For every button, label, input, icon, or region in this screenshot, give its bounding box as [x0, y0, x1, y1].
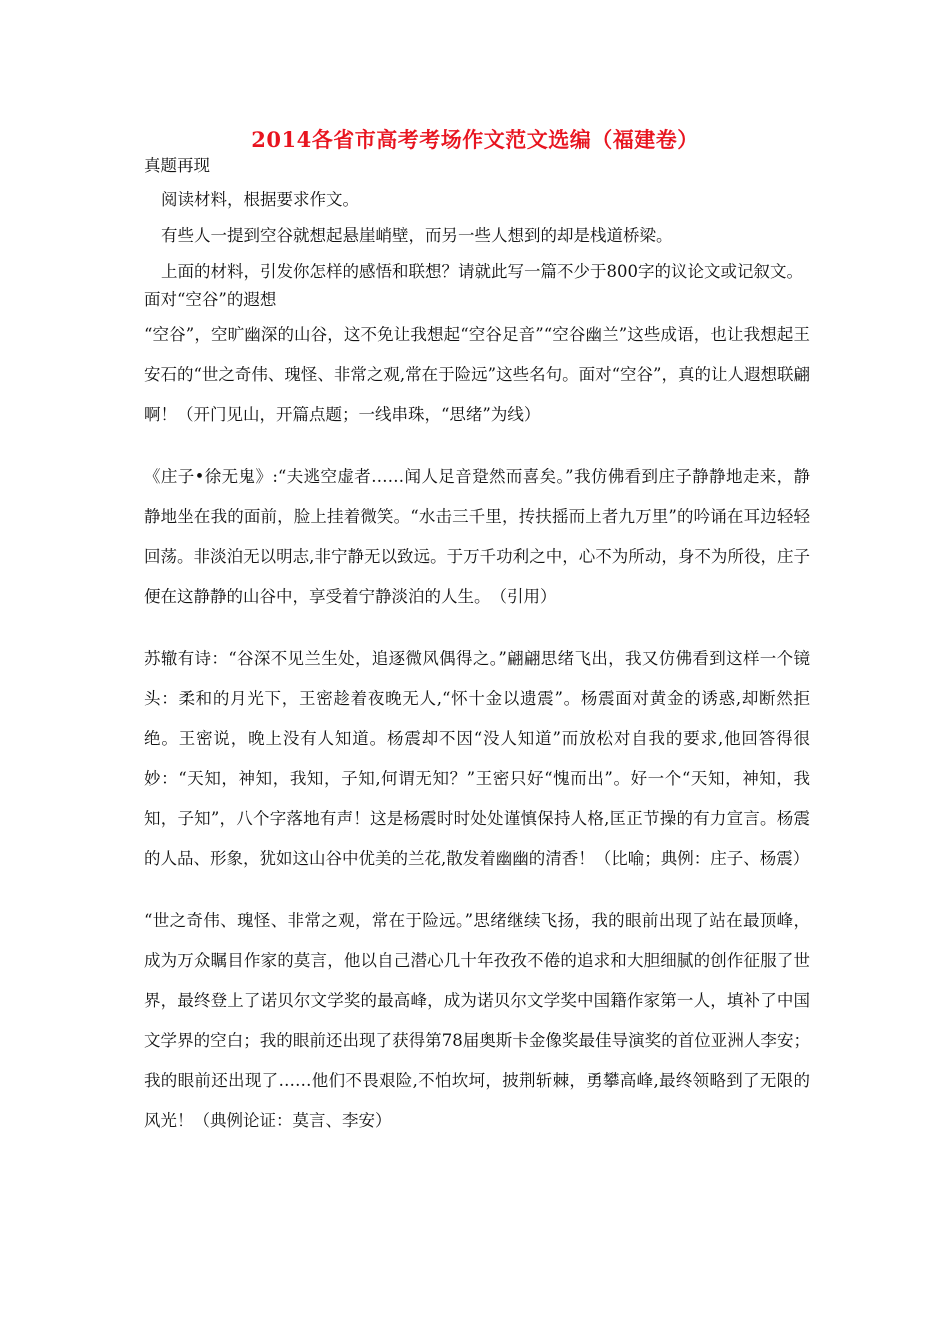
instruction-text: 阅读材料，根据要求作文。 — [161, 190, 359, 209]
requirement-text: 上面的材料，引发你怎样的感悟和联想？请就此写一篇不少于800字的议论文或记叙文。 — [161, 262, 803, 281]
essay-paragraph: 苏辙有诗：“谷深不见兰生处，追逐微风偶得之。”翩翩思绪飞出，我又仿佛看到这样一个镜头：柔和的月光下，王密趁着夜晚无人,“怀十金以遗震”。杨震面对黄金的诱惑,却断然拒绝。王密说，晚上没有人知道。杨震却不因“没人知道”而放松对自我的要求,他回答得很妙：“天知，神知，我知，子知,何谓无知？”王密只好“愧而出”。好一个“天知，神知，我知，子知”，八个字落地有声！这是杨震时时处处谨慎保持人格,匡正节操的有力宣言。杨震的人品、形象，犹如这山谷中优美的兰花,散发着幽幽的清香！（比喻；典例：庄子、杨震） — [144, 649, 810, 868]
essay-paragraph: “世之奇伟、瑰怪、非常之观，常在于险远。”思绪继续飞扬，我的眼前出现了站在最顶峰，成为万众瞩目作家的莫言，他以自己潜心几十年孜孜不倦的追求和大胆细腻的创作征服了世界，最终登上了诺贝尔文学奖的最高峰，成为诺贝尔文学奖中国籍作家第一人，填补了中国文学界的空白；我的眼前还出现了获得第78届奥斯卡金像奖最佳导演奖的首位亚洲人李安；我的眼前还出现了……他们不畏艰险,不怕坎坷，披荆斩棘，勇攀高峰,最终领略到了无限的风光！（典例论证：莫言、李安） — [144, 911, 810, 1130]
section-heading: 真题再现 — [144, 156, 210, 175]
material-text: 有些人一提到空谷就想起悬崖峭壁，而另一些人想到的却是栈道桥梁。 — [161, 226, 673, 245]
document-title: 2014各省市高考考场作文范文选编（福建卷） — [251, 127, 699, 152]
essay-paragraph: 《庄子•徐无鬼》:“夫逃空虚者……闻人足音跫然而喜矣。”我仿佛看到庄子静静地走来，静静地坐在我的面前，脸上挂着微笑。“水击三千里，抟扶摇而上者九万里”的吟诵在耳边轻轻回荡。非淡泊无以明志,非宁静无以致远。于万千功利之中，心不为所动，身不为所役，庄子便在这静静的山谷中，享受着宁静淡泊的人生。 （引用） — [144, 467, 810, 606]
essay-title: 面对“空谷”的遐想 — [144, 290, 277, 309]
essay-paragraph: “空谷”，空旷幽深的山谷，这不免让我想起“空谷足音”“空谷幽兰”这些成语，也让我想起王安石的“世之奇伟、瑰怪、非常之观,常在于险远”这些名句。面对“空谷”，真的让人遐想联翩啊！（开门见山，开篇点题；一线串珠，“思绪”为线） — [144, 325, 810, 424]
document-body — [144, 152, 810, 1141]
